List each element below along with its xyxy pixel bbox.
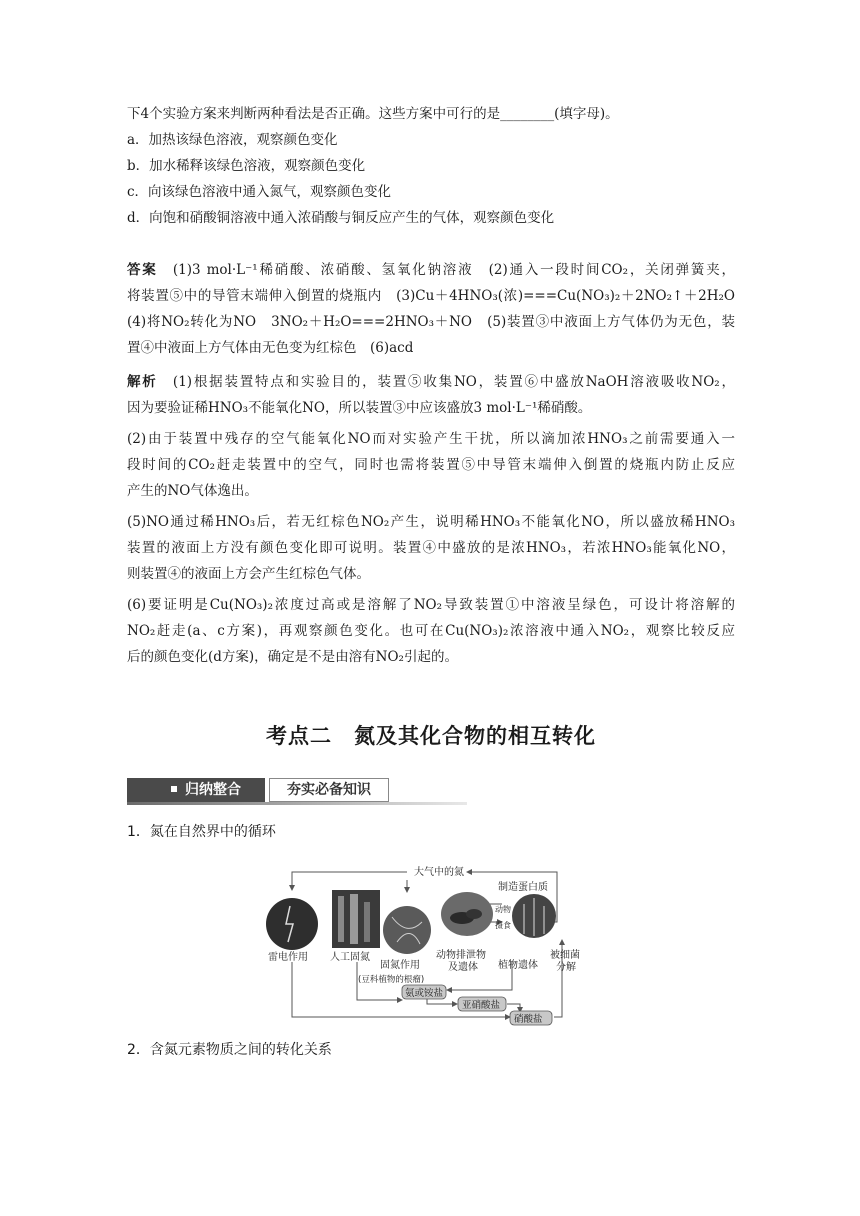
box-nitrate: 硝酸盐 — [514, 1014, 543, 1025]
analysis-line-1 — [127, 369, 735, 395]
label-ingest: 摄食 — [495, 921, 511, 930]
analysis-label: 解析 — [127, 374, 158, 390]
nitrogen-cycle-diagram — [262, 862, 580, 1027]
analysis-line-8: 则装置④的液面上方会产生红棕色气体。 — [127, 566, 370, 582]
banner-left-label: 归纳整合 — [185, 782, 241, 798]
label-excrement-2: 及遗体 — [448, 962, 478, 973]
heading-nitrogen-cycle: 1．氮在自然界中的循环 — [127, 824, 276, 840]
option-b: b．加水稀释该绿色溶液，观察颜色变化 — [127, 158, 366, 174]
label-protein: 制造蛋白质 — [498, 882, 548, 893]
label-atmospheric-nitrogen: 大气中的氮 — [414, 867, 464, 878]
label-plant: 植物遗体 — [498, 960, 538, 971]
label-bacteria-2: 分解 — [556, 962, 576, 973]
factory-image — [332, 890, 380, 948]
label-root: (豆科植物的根瘤) — [358, 975, 425, 985]
label-lightning: 雷电作用 — [268, 952, 308, 963]
forest-image — [512, 894, 556, 938]
analysis-line-10: NO₂赶走(a、c方案)，再观察颜色变化。也可在Cu(NO₃)₂浓溶液中通入NO₂，观察比较反应 — [127, 623, 735, 639]
analysis-line-4: 段时间的CO₂赶走装置中的空气，同时也需将装置⑤中导管末端伸入倒置的烧瓶内防止反应 — [127, 457, 735, 473]
answer-line-1 — [127, 257, 735, 283]
analysis-line-5: 产生的NO气体逸出。 — [127, 483, 258, 499]
analysis-line-2: 因为要验证稀HNO₃不能氧化NO，所以装置③中应该盛放3 mol·L⁻¹稀硝酸。 — [127, 400, 592, 416]
answer-line-4: 置④中液面上方气体由无色变为红棕色 (6)acd — [127, 340, 414, 356]
option-d: d．向饱和硝酸铜溶液中通入浓硝酸与铜反应产生的气体，观察颜色变化 — [127, 210, 555, 226]
question-block — [127, 101, 735, 231]
square-bullet-icon — [171, 786, 177, 792]
heading-conversion: 2．含氮元素物质之间的转化关系 — [127, 1042, 332, 1058]
banner-left — [127, 778, 265, 802]
section-banner — [127, 778, 467, 802]
analysis-line-7: 装置的液面上方没有颜色变化即可说明。装置④中盛放的是浓HNO₃，若浓HNO₃能氧化NO， — [127, 540, 735, 556]
analysis-line-9: (6)要证明是Cu(NO₃)₂浓度过高或是溶解了NO₂导致装置①中溶液呈绿色，可设计将溶解的 — [127, 597, 735, 613]
banner-right: 夯实必备知识 — [269, 778, 389, 802]
question-intro: 下4个实验方案来判断两种看法是否正确。这些方案中可行的是________(填字母)。 — [127, 106, 619, 122]
analysis-line-6: (5)NO通过稀HNO₃后，若无红棕色NO₂产生，说明稀HNO₃不能氧化NO，所以盛放稀HNO₃ — [127, 514, 735, 530]
answer-block — [127, 257, 735, 361]
label-artificial: 人工固氮 — [330, 952, 370, 963]
label-fixation: 固氮作用 — [380, 960, 420, 971]
answer-line-2: 将装置⑤中的导管末端伸入倒置的烧瓶内 (3)Cu＋4HNO₃(浓)===Cu(NO₃)₂＋2NO₂↑＋2H₂O — [127, 288, 735, 304]
option-a: a．加热该绿色溶液，观察颜色变化 — [127, 132, 338, 148]
banner-rule — [127, 802, 467, 805]
answer-text-1: (1)3 mol·L⁻¹稀硝酸、浓硝酸、氢氧化钠溶液 (2)通入一段时间CO₂，关闭弹簧夹， — [172, 262, 735, 278]
option-c: c．向该绿色溶液中通入氮气，观察颜色变化 — [127, 184, 392, 200]
answer-label: 答案 — [127, 262, 158, 278]
section-title: 考点二 氮及其化合物的相互转化 — [266, 724, 596, 748]
animals-image — [441, 892, 493, 936]
analysis-line-11: 后的颜色变化(d方案)，确定是不是由溶有NO₂引起的。 — [127, 649, 458, 665]
lightning-image — [266, 898, 318, 950]
answer-line-3: (4)将NO₂转化为NO 3NO₂＋H₂O===2HNO₃＋NO (5)装置③中液面上方气体仍为无色，装 — [127, 314, 735, 330]
analysis-text-1: (1)根据装置特点和实验目的，装置⑤收集NO，装置⑥中盛放NaOH溶液吸收NO₂， — [172, 374, 736, 390]
root-nodule-image — [383, 906, 431, 954]
analysis-block — [127, 369, 735, 670]
box-nitrite: 亚硝酸盐 — [462, 1000, 501, 1011]
label-bacteria-1: 被细菌 — [550, 950, 580, 961]
analysis-line-3: (2)由于装置中残存的空气能氧化NO而对实验产生干扰，所以滴加浓HNO₃之前需要通入一 — [127, 431, 735, 447]
label-excrement-1: 动物排泄物 — [436, 950, 486, 961]
label-animal: 动物 — [495, 905, 511, 914]
box-ammonia: 氨或铵盐 — [405, 988, 444, 999]
